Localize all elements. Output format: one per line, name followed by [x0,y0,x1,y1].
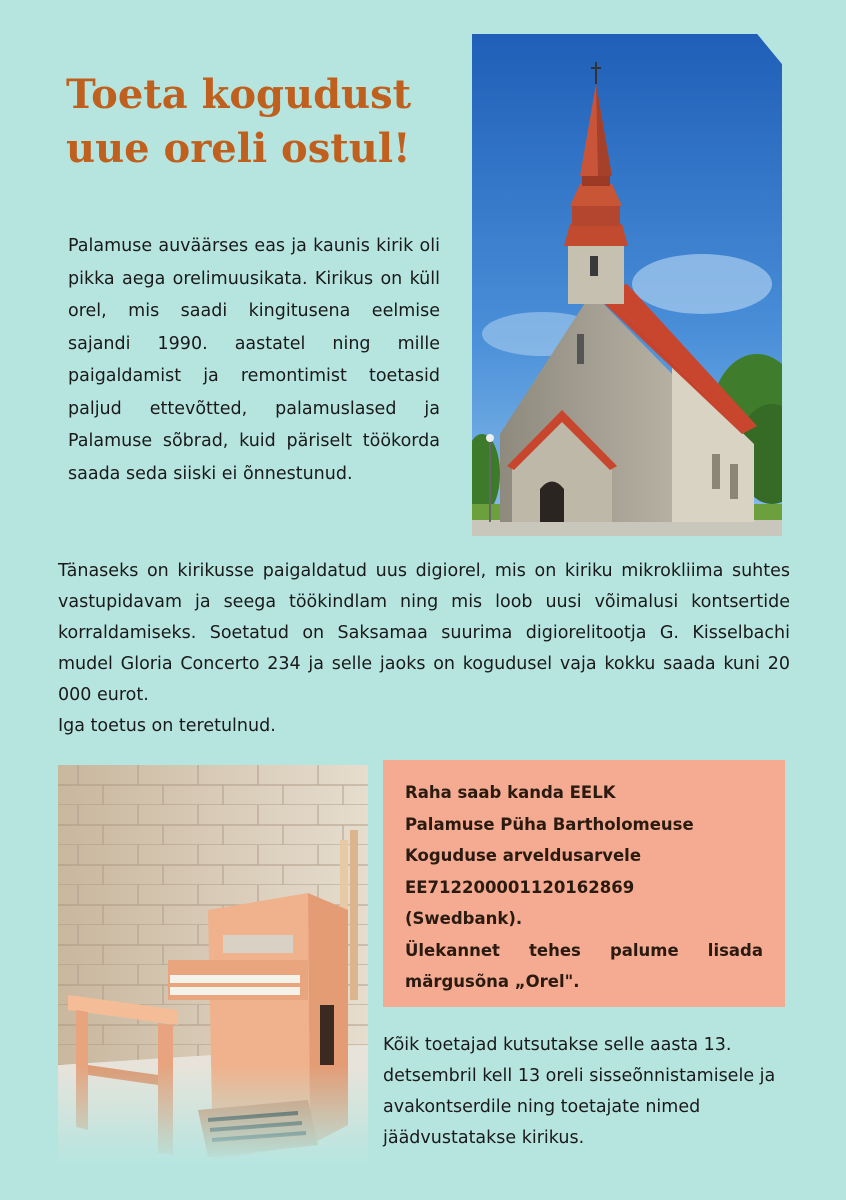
title-line-1: Toeta kogudust [66,71,412,118]
church-photo [472,34,782,536]
middle-text: Tänaseks on kirikusse paigaldatud uus digiorel, mis on kiriku mikrokliima suhtes vastupidavam ja seega töökindlam ning mis loob uusi võimalusi kontsertide korraldamiseks. Soetatud on Saksamaa suurima digiorelitootja G. Kisselbachi mudel Gloria Concerto 234 ja selle jaoks on kogudusel vaja kokku saada kuni 20 000 eurot. [58,561,790,705]
closing-paragraph: Kõik toetajad kutsutakse selle aasta 13. detsembril kell 13 oreli sisseõnnistamisele ja avakontserdile ning toetajate nimed jäädvustatakse kirikus. [383,1035,776,1148]
bank-line-1: Raha saab kanda EELK [405,783,616,802]
title-line-2: uue oreli ostul! [66,125,411,172]
bank-name: (Swedbank). [405,909,523,928]
bank-info-text [405,777,763,998]
intro-paragraph: Palamuse auväärses eas ja kaunis kirik oli pikka aega orelimuusikata. Kirikus on küll orel, mis saadi kingitusena eelmise sajandi 1990. aastatel ning mille paigaldamist ja remontimist toetasid paljud ettevõtted, palamuslased ja Palamuse sõbrad, kuid päriselt töökorda saada seda siiski ei õnnestunud. [68,236,440,484]
organ-photo [58,765,368,1165]
middle-last-line: Iga toetus on teretulnud. [58,716,276,736]
bank-account-number: EE712200001120162869 [405,877,635,897]
bank-info-box [383,760,785,1007]
bank-line-3: Koguduse arveldusarvele [405,846,642,865]
bank-line-6: Ülekannet tehes palume lisada [405,940,763,960]
bank-line-2: Palamuse Püha Bartholomeuse [405,814,694,834]
page-title [66,68,456,176]
middle-paragraph [58,556,790,742]
bank-line-7: märgusõna „Orel". [405,972,580,991]
